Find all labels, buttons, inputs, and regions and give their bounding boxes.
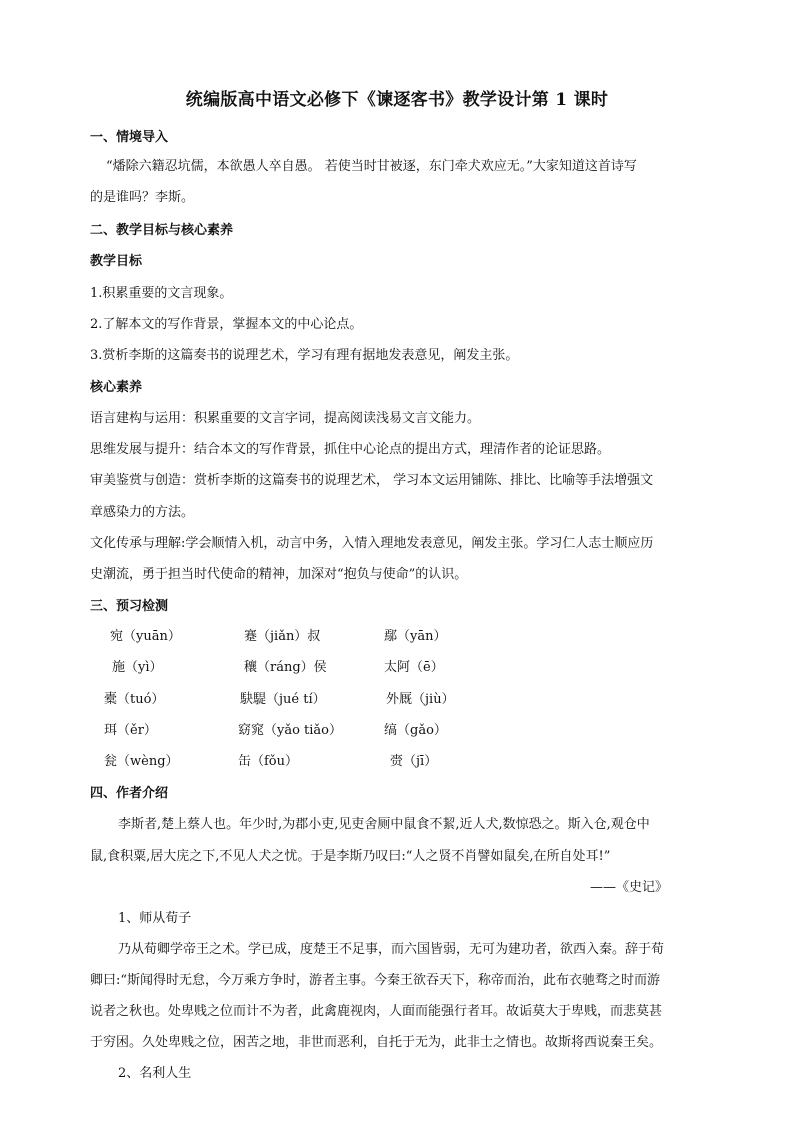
author-quote-line-1: 李斯者,楚上蔡人也。年少时,为郡小吏,见吏舍厕中鼠食不絜,近人犬,数惊恐之。斯入仓,观仓中	[118, 817, 650, 832]
page-title: 统编版高中语文必修下《谏逐客书》教学设计第 1 课时	[185, 90, 609, 110]
goal-item-3: 3.赏析李斯的这篇奏书的说理艺术，学习有理有据地发表意见，阐发主张。	[90, 348, 519, 363]
intro-line-1: “燔除六籍忍坑儒，本欲愚人卒自愚。 若使当时甘被逐，东门牵犬欢应无。”大家知道这首诗写	[106, 159, 637, 174]
goal-item-1: 1.积累重要的文言现象。	[90, 286, 233, 301]
vocab-item: 赍（jī）	[390, 754, 438, 769]
section-heading-author: 四、作者介绍	[90, 786, 169, 801]
core-item-3-line-1: 审美鉴赏与创造：赏析李斯的这篇奏书的说理艺术， 学习本文运用铺陈、排比、比喻等手法增强文	[90, 473, 654, 488]
quote-source: ——《史记》	[590, 880, 669, 895]
para-line-2: 卿曰:“斯闻得时无怠，今万乘方争时，游者主事。今秦王欲吞天下，称帝而治，此布衣驰骛之时而游	[90, 973, 661, 988]
subsection-title-2: 2、名利人生	[118, 1066, 192, 1081]
core-item-4-line-1: 文化传承与理解:学会顺情入机，动言中务，入情入理地发表意见，阐发主张。学习仁人志士顺应历	[90, 536, 654, 551]
vocab-item: 窈窕（yǎo tiǎo）	[238, 723, 343, 738]
section-heading-goals: 二、教学目标与核心素养	[90, 223, 234, 238]
vocab-item: 太阿（ē）	[384, 660, 444, 675]
vocab-item: 瓮（wèng）	[104, 754, 179, 769]
vocab-item: 鄢（yān）	[384, 629, 447, 644]
vocab-item: 蹇（jiǎn）叔	[244, 629, 321, 644]
vocab-item: 穰（ráng）侯	[244, 660, 327, 675]
subsection-title-1: 1、师从荀子	[118, 911, 192, 926]
vocab-item: 缟（gǎo）	[384, 723, 447, 738]
core-item-3-line-2: 章感染力的方法。	[90, 505, 195, 520]
vocab-item: 外厩（jiù）	[386, 692, 455, 707]
vocab-item: 珥（ěr）	[104, 723, 157, 738]
core-item-1: 语言建构与运用：积累重要的文言字词，提高阅读浅易文言文能力。	[90, 411, 481, 426]
para-line-4: 于穷困。久处卑贱之位，困苦之地，非世而恶利，自托于无为，此非士之情也。故斯将西说秦王矣。	[90, 1035, 663, 1050]
vocab-item: 缶（fǒu）	[238, 754, 299, 769]
goal-item-2: 2.了解本文的写作背景，掌握本文的中心论点。	[90, 317, 363, 332]
section-heading-intro: 一、情境导入	[90, 130, 169, 145]
vocab-item: 宛（yuān）	[110, 629, 181, 644]
section-heading-preview: 三、预习检测	[90, 599, 169, 614]
para-line-3: 说者之秋也。处卑贱之位而计不为者，此禽鹿视肉，人面而能强行者耳。故诟莫大于卑贱，而悲莫甚	[90, 1004, 663, 1019]
author-quote-line-2: 鼠,食积粟,居大庑之下,不见人犬之忧。于是李斯乃叹曰:“人之贤不肖譬如鼠矣,在所自处耳!”	[90, 849, 611, 864]
subheading-teaching-goals: 教学目标	[90, 254, 143, 269]
vocab-item: 橐（tuó）	[104, 692, 165, 707]
vocab-item: 駃騠（jué tí）	[240, 692, 326, 707]
intro-line-2: 的是谁吗？李斯。	[90, 190, 195, 205]
core-item-2: 思维发展与提升：结合本文的写作背景，抓住中心论点的提出方式，理清作者的论证思路。	[90, 442, 611, 457]
subheading-core-literacy: 核心素养	[90, 380, 143, 395]
para-line-1: 乃从荀卿学帝王之术。学已成，度楚王不足事，而六国皆弱，无可为建功者，欲西入秦。辞于荀	[118, 942, 665, 957]
vocab-item: 施（yì）	[112, 660, 163, 675]
core-item-4-line-2: 史潮流，勇于担当时代使命的精神，加深对“抱负与使命”的认识。	[90, 567, 468, 582]
